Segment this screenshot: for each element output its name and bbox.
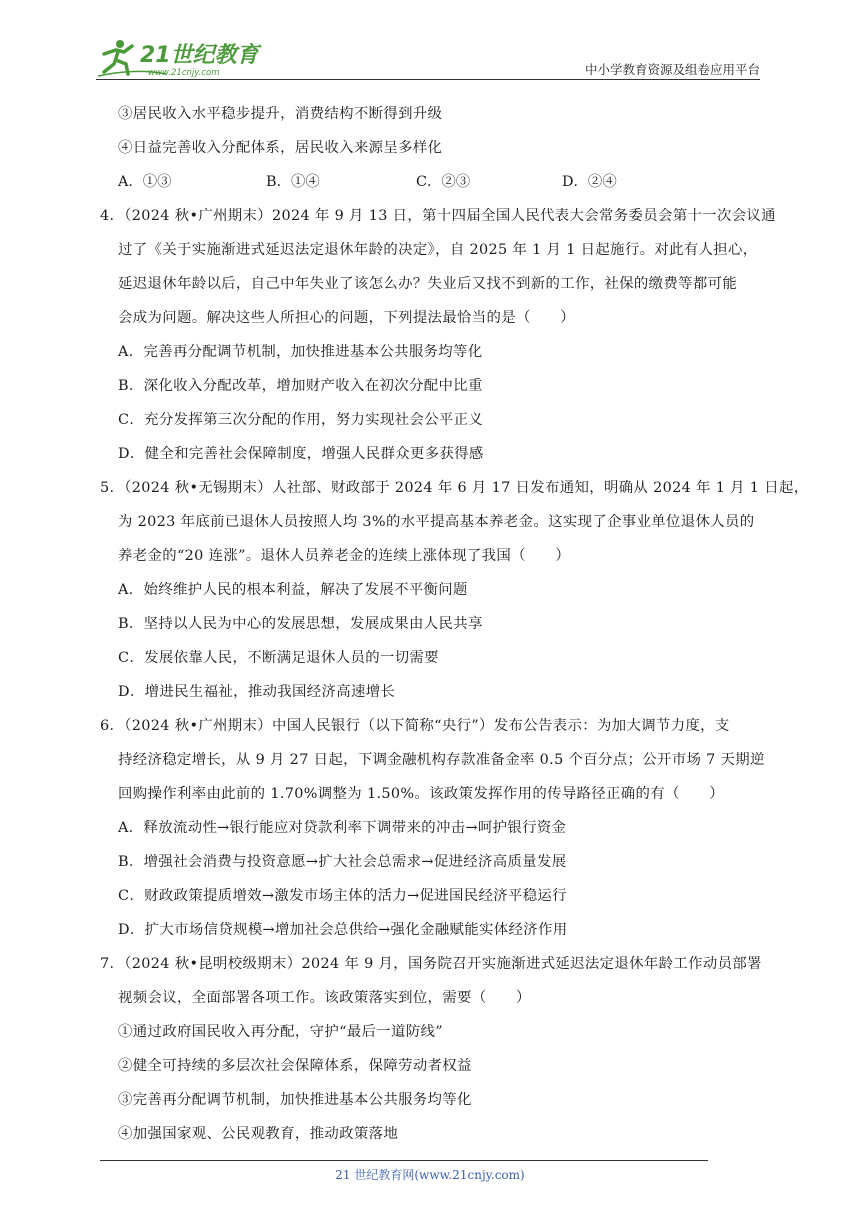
- q5-stem-line-1: 5．（2024 秋•无锡期末）人社部、财政部于 2024 年 6 月 17 日发布通知，明确从 2024 年 1 月 1 日起，: [100, 480, 809, 496]
- q6-stem-line-2: 持经济稳定增长，从 9 月 27 日起，下调金融机构存款准备金率 0.5 个百分点；公开市场 7 天期逆: [118, 752, 765, 768]
- q5-option-a: A．始终维护人民的根本利益，解决了发展不平衡问题: [118, 582, 468, 598]
- q7-stem-line-2: 视频会议，全面部署各项工作。该政策落实到位，需要（ ）: [118, 990, 531, 1006]
- q4-stem-line-4: 会成为问题。解决这些人所担心的问题，下列提法最恰当的是（ ）: [118, 310, 575, 326]
- q4-stem-line-2: 过了《关于实施渐进式延迟法定退休年龄的决定》，自 2025 年 1 月 1 日起施行。对此有人担心，: [118, 242, 758, 258]
- q7-statement-3: ③完善再分配调节机制，加快推进基本公共服务均等化: [118, 1092, 472, 1108]
- q5-option-b: B．坚持以人民为中心的发展思想，发展成果由人民共享: [118, 616, 483, 632]
- q6-option-d: D．扩大市场信贷规模→增加社会总供给→强化金融赋能实体经济作用: [118, 922, 568, 938]
- page-header: [96, 32, 760, 80]
- q5-option-d: D．增进民生福祉，推动我国经济高速增长: [118, 684, 396, 700]
- q4-option-b: B．深化收入分配改革，增加财产收入在初次分配中比重: [118, 378, 483, 394]
- q4-option-d: D．健全和完善社会保障制度，增强人民群众更多获得感: [118, 446, 484, 462]
- statement-4: ④日益完善收入分配体系，居民收入来源呈多样化: [118, 140, 443, 156]
- q6-stem-line-1: 6．（2024 秋•广州期末）中国人民银行（以下简称“央行”）发布公告表示：为加大调节力度，支: [100, 718, 730, 734]
- header-divider: [96, 79, 760, 80]
- q6-option-b: B．增强社会消费与投资意愿→扩大社会总需求→促进经济高质量发展: [118, 854, 567, 870]
- q7-statement-4: ④加强国家观、公民观教育，推动政策落地: [118, 1126, 399, 1142]
- q4-stem-line-1: 4．（2024 秋•广州期末）2024 年 9 月 13 日，第十四届全国人民代表大会常务委员会第十一次会议通: [100, 208, 776, 224]
- q3-option-c: C．②③: [416, 174, 471, 190]
- q4-stem-line-3: 延迟退休年龄以后，自己中年失业了该怎么办？失业后又找不到新的工作，社保的缴费等都可能: [118, 276, 738, 292]
- q6-option-c: C．财政政策提质增效→激发市场主体的活力→促进国民经济平稳运行: [118, 888, 567, 904]
- q4-option-a: A．完善再分配调节机制，加快推进基本公共服务均等化: [118, 344, 483, 360]
- q7-statement-1: ①通过政府国民收入再分配，守护“最后一道防线”: [118, 1024, 443, 1040]
- q4-option-c: C．充分发挥第三次分配的作用，努力实现社会公平正义: [118, 412, 484, 428]
- q7-statement-2: ②健全可持续的多层次社会保障体系，保障劳动者权益: [118, 1058, 472, 1074]
- footer-link[interactable]: 21 世纪教育网(www.21cnjy.com): [335, 1168, 525, 1182]
- q3-option-b: B．①④: [266, 174, 320, 190]
- svg-text:www.21cnjy.com: www.21cnjy.com: [148, 68, 220, 78]
- q6-option-a: A．释放流动性→银行能应对贷款利率下调带来的冲击→呵护银行资金: [118, 820, 567, 836]
- q5-stem-line-2: 为 2023 年底前已退休人员按照人均 3%的水平提高基本养老金。这实现了企事业单位退休人员的: [118, 514, 755, 530]
- statement-3: ③居民收入水平稳步提升，消费结构不断得到升级: [118, 106, 443, 122]
- q3-option-a: A．①③: [118, 174, 172, 190]
- q7-stem-line-1: 7．（2024 秋•昆明校级期末）2024 年 9 月，国务院召开实施渐进式延迟法定退休年龄工作动员部署: [100, 956, 762, 972]
- logo-21cnjy: [96, 32, 266, 80]
- q5-stem-line-3: 养老金的“20 连涨”。退休人员养老金的连续上涨体现了我国（ ）: [118, 548, 571, 564]
- q5-option-c: C．发展依靠人民，不断满足退休人员的一切需要: [118, 650, 439, 666]
- footer-divider: [100, 1160, 708, 1161]
- q3-option-d: D．②④: [562, 174, 617, 190]
- svg-text:21世纪教育: 21世纪教育: [140, 43, 259, 68]
- platform-name: 中小学教育资源及组卷应用平台: [584, 62, 760, 77]
- q6-stem-line-3: 回购操作利率由此前的 1.70%调整为 1.50%。该政策发挥作用的传导路径正确的有（ ）: [118, 786, 724, 802]
